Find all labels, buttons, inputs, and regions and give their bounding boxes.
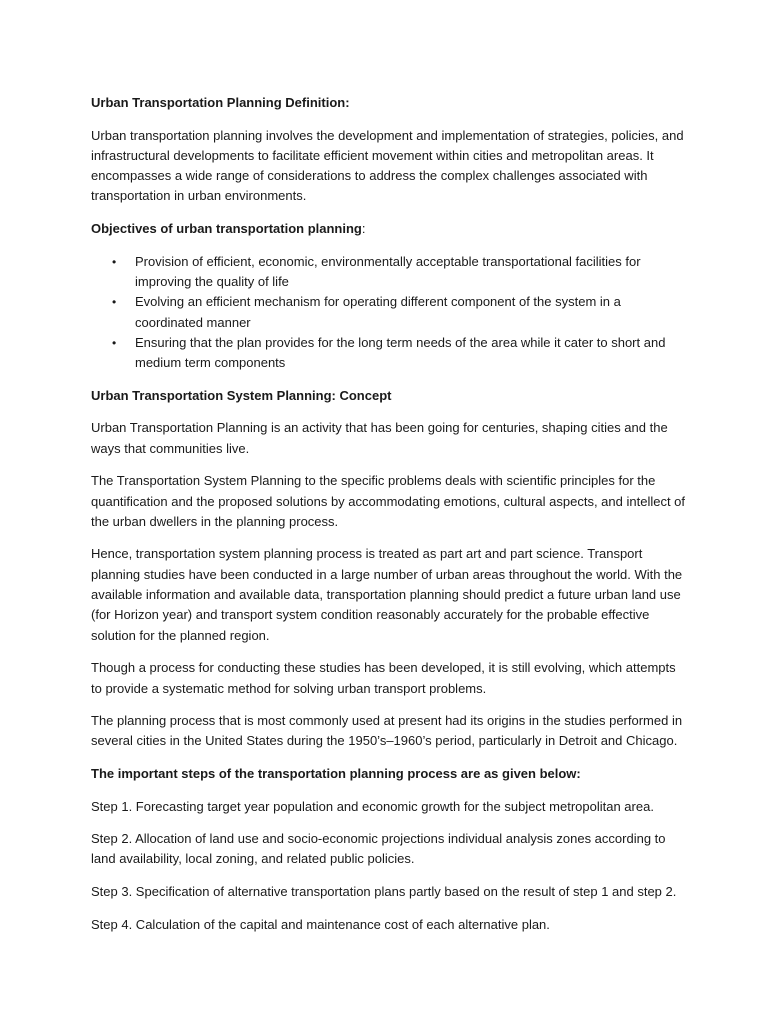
concept-paragraph: Urban Transportation Planning is an activity that has been going for centuries, shaping cities and the ways that communities live. [91, 420, 668, 456]
heading-definition: Urban Transportation Planning Definition: [91, 95, 350, 110]
heading-steps: The important steps of the transportation planning process are as given below: [91, 765, 581, 781]
list-item [112, 333, 688, 374]
concept-paragraph: The planning process that is most commonly used at present had its origins in the studies performed in several cities in the United States during the 1950’s–1960’s period, particularly in Detroit and Chicago. [91, 713, 683, 749]
list-item-text: Provision of efficient, economic, environmentally acceptable transportational facilities for improving the quality of life [135, 253, 641, 289]
step-paragraph: Step 1. Forecasting target year population and economic growth for the subject metropolitan area. [91, 798, 654, 814]
list-item-text: Evolving an efficient mechanism for operating different component of the system in a coordinated manner [135, 294, 621, 330]
step-paragraph: Step 4. Calculation of the capital and maintenance cost of each alternative plan. [91, 916, 550, 932]
list-item [112, 292, 688, 333]
step-paragraph: Step 2. Allocation of land use and socio-economic projections individual analysis zones according to land availability, local zoning, and related public policies. [91, 831, 666, 867]
objectives-list [91, 252, 688, 374]
list-item-text: Ensuring that the plan provides for the long term needs of the area while it cater to short and medium term components [135, 334, 666, 371]
concept-paragraph: Though a process for conducting these studies has been developed, it is still evolving, which attempts to provide a systematic method for solving urban transport problems. [91, 660, 676, 696]
bullet-icon: • [112, 295, 117, 310]
heading-objectives-colon: : [361, 221, 366, 237]
concept-paragraph: The Transportation System Planning to the specific problems deals with scientific principles for the quantification and the proposed solutions by accommodating emotions, cultural aspects, and intellect of the urban dwellers in the planning process. [91, 473, 686, 529]
list-item [112, 252, 688, 293]
definition-paragraph: Urban transportation planning involves the development and implementation of strategies, policies, and infrastructural developments to facilitate efficient movement within cities and metropolitan areas. It encompasses a wide range of considerations to address the complex challenges associated with transportation in urban environments. [91, 127, 684, 204]
heading-objectives [91, 219, 688, 239]
heading-concept: Urban Transportation System Planning: Concept [91, 387, 392, 403]
heading-objectives-text: Objectives of urban transportation planning [91, 221, 362, 237]
bullet-icon: • [112, 254, 117, 269]
bullet-icon: • [112, 335, 117, 350]
step-paragraph: Step 3. Specification of alternative transportation plans partly based on the result of step 1 and step 2. [91, 884, 677, 900]
concept-paragraph: Hence, transportation system planning process is treated as part art and part science. Transport planning studies have been conducted in a large number of urban areas throughout the world. With the available information and available data, transportation planning should predict a future urban land use (for Horizon year) and transport system condition reasonably accurately for the probable effective solution for the planned region. [91, 546, 683, 643]
